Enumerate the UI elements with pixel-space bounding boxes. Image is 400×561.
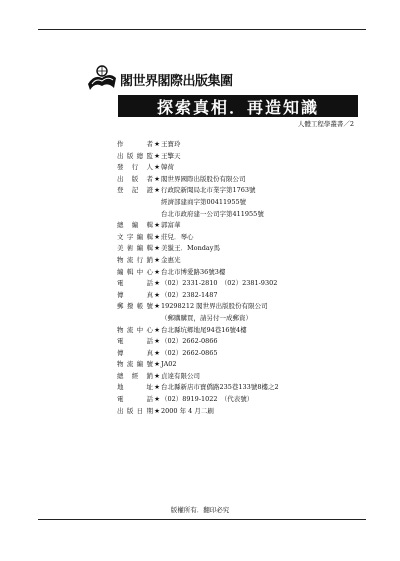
bottom-rule	[38, 519, 366, 520]
colophon-label: 電 話	[117, 279, 153, 288]
colophon-values	[161, 244, 220, 252]
page-title: 探索真相．再造知識	[118, 95, 358, 117]
bullet-star-icon: ★	[154, 371, 160, 380]
bullet-star-icon: ★	[154, 244, 160, 253]
colophon-value: 美鬣王．Monday馬	[161, 244, 220, 253]
colophon-label: 文 字 編 輯	[117, 232, 153, 241]
colophon-value: 台北縣新店市寶僑路235巷133號8樓之2	[161, 383, 279, 392]
colophon-values	[161, 395, 253, 403]
colophon-value: 王擎天	[161, 151, 181, 160]
bullet-star-icon: ★	[154, 279, 160, 288]
colophon-label: 郵 撥 帳 號	[117, 302, 153, 311]
colophon-list	[117, 140, 367, 418]
colophon-value: （02）2662-0866	[161, 337, 218, 346]
colophon-values	[161, 349, 218, 357]
colophon-values	[161, 233, 194, 241]
colophon-value: JA02	[161, 360, 177, 369]
top-rule	[38, 29, 366, 30]
colophon-values	[161, 152, 181, 160]
colophon-label: 電 話	[117, 395, 153, 404]
colophon-row	[117, 268, 367, 276]
colophon-row	[117, 233, 367, 241]
colophon-label: 美 術 編 輯	[117, 244, 153, 253]
colophon-value: 19298212 閣世界出版股份有限公司	[161, 302, 268, 311]
colophon-row	[117, 360, 367, 368]
colophon-label: 作 者	[117, 140, 153, 148]
bullet-star-icon: ★	[154, 221, 160, 230]
colophon-value: 2000 年 4 月二刷	[161, 406, 214, 415]
colophon-values	[161, 175, 246, 183]
colophon-label: 地 址	[117, 383, 153, 392]
colophon-values	[161, 383, 279, 391]
colophon-row	[117, 291, 367, 299]
bullet-star-icon: ★	[154, 232, 160, 241]
colophon-label: 出 版 日 期	[117, 406, 153, 415]
colophon-label: 發 行 人	[117, 163, 153, 172]
colophon-values	[161, 372, 200, 380]
colophon-value: 莊兒．琴心	[161, 232, 194, 241]
colophon-label: 編 輯 中 心	[117, 267, 153, 276]
colophon-row	[117, 163, 367, 171]
colophon-label: 傳 真	[117, 348, 153, 357]
colophon-value: 台北市政府建一公司字第411955號	[161, 209, 264, 218]
colophon-values	[161, 268, 225, 276]
bullet-star-icon: ★	[154, 360, 160, 369]
colophon-row	[117, 279, 367, 287]
colophon-value: 韓荷	[161, 163, 174, 172]
colophon-value: 行政院新聞局北市業字第1763號	[161, 186, 256, 195]
colophon-row	[117, 186, 367, 217]
bullet-star-icon: ★	[154, 255, 160, 264]
colophon-value: 台北市博愛路36號3樓	[161, 267, 226, 276]
colophon-value: （02）2331-2810 （02）2381-9302	[161, 279, 278, 288]
colophon-value: （02）8919-1022 （代表號）	[161, 395, 254, 404]
colophon-label: 物 流 編 號	[117, 360, 153, 369]
colophon-row	[117, 175, 367, 183]
colophon-row	[117, 326, 367, 334]
colophon-value: 金惠光	[161, 255, 181, 264]
colophon-value: 貞達有限公司	[161, 371, 200, 380]
colophon-row	[117, 244, 367, 252]
colophon-values	[161, 291, 218, 299]
colophon-label: 總 編 輯	[117, 221, 153, 230]
colophon-value: 經濟部建商字第00411955號	[161, 197, 247, 206]
colophon-row	[117, 395, 367, 403]
colophon-label: 電 話	[117, 337, 153, 346]
bullet-star-icon: ★	[154, 267, 160, 276]
colophon-values	[161, 337, 218, 345]
bullet-star-icon: ★	[154, 337, 160, 346]
colophon-row	[117, 372, 367, 380]
colophon-label: 總 經 銷	[117, 371, 153, 380]
bullet-star-icon: ★	[154, 186, 160, 195]
colophon-row	[117, 140, 367, 148]
colophon-value: 台北縣坑鄉地尾94巷16號4樓	[161, 325, 247, 334]
bullet-star-icon: ★	[154, 140, 160, 148]
bullet-star-icon: ★	[154, 325, 160, 334]
book-globe-emblem-icon	[86, 64, 118, 92]
colophon-row	[117, 256, 367, 264]
colophon-row	[117, 152, 367, 160]
colophon-label: 傳 真	[117, 290, 153, 299]
colophon-label: 出 版 總 監	[117, 151, 153, 160]
publisher-logo	[86, 64, 236, 94]
colophon-values	[161, 360, 177, 368]
publisher-logo-text: 閣世界閣際出版集圍	[120, 74, 233, 89]
colophon-label: 出 版 者	[117, 174, 153, 183]
copyright-notice: 版權所有．翻印必究	[170, 506, 230, 514]
colophon-value: （02）2382-1487	[161, 290, 218, 299]
colophon-values	[161, 407, 214, 415]
bullet-star-icon: ★	[154, 151, 160, 160]
colophon-values	[161, 163, 174, 171]
colophon-values	[161, 140, 181, 148]
bullet-star-icon: ★	[154, 395, 160, 404]
colophon-values	[161, 302, 268, 322]
colophon-value: 王寶玲	[161, 140, 181, 148]
bullet-star-icon: ★	[154, 302, 160, 311]
colophon-row	[117, 383, 367, 391]
colophon-label: 物 流 中 心	[117, 325, 153, 334]
colophon-row	[117, 337, 367, 345]
colophon-row	[117, 302, 367, 322]
bullet-star-icon: ★	[154, 383, 160, 392]
colophon-values	[161, 279, 277, 287]
colophon-value: （02）2662-0865	[161, 348, 218, 357]
colophon-value: 郭富華	[161, 221, 181, 230]
colophon-values	[161, 221, 181, 229]
colophon-values	[161, 256, 181, 264]
colophon-label: 物 流 行 銷	[117, 255, 153, 264]
bullet-star-icon: ★	[154, 406, 160, 415]
colophon-row	[117, 349, 367, 357]
bullet-star-icon: ★	[154, 290, 160, 299]
colophon-value: （郵購購買，請另付一成郵資）	[161, 313, 252, 322]
colophon-row	[117, 221, 367, 229]
colophon-value: 閣世界國際出版股份有限公司	[161, 174, 246, 183]
bullet-star-icon: ★	[154, 174, 160, 183]
colophon-values	[161, 326, 247, 334]
colophon-label: 登 記 證	[117, 186, 153, 195]
bullet-star-icon: ★	[154, 348, 160, 357]
colophon-row	[117, 407, 367, 415]
series-name: 人體工程學叢書／2	[297, 120, 354, 128]
colophon-values	[161, 186, 264, 217]
bullet-star-icon: ★	[154, 163, 160, 172]
